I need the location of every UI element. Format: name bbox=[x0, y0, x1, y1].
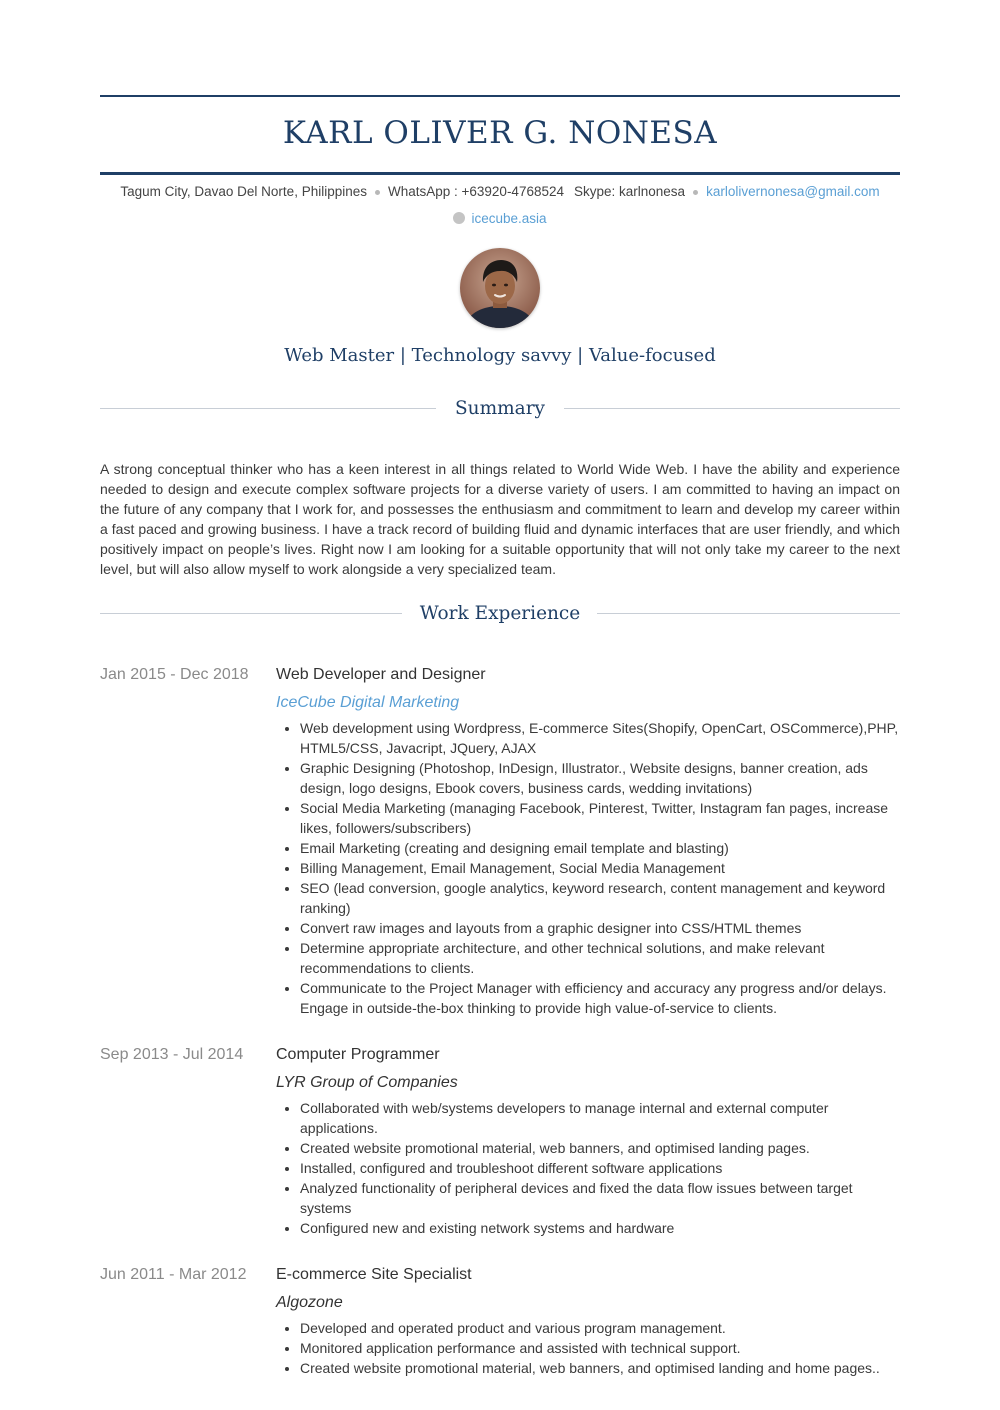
list-item: • Analyzed functionality of peripheral devices and fixed the data flow issues between target systems bbox=[300, 1178, 900, 1218]
separator-dot-icon bbox=[693, 190, 698, 195]
job-dates: Sep 2013 - Jul 2014 bbox=[100, 1046, 244, 1063]
contact-skype: Skype: karlnonesa bbox=[574, 184, 686, 199]
profile-photo bbox=[460, 248, 540, 328]
list-item: • Collaborated with web/systems developers to manage internal and external computer applications. bbox=[300, 1098, 900, 1138]
summary-section-header bbox=[100, 396, 900, 422]
header-bottom-rule bbox=[100, 172, 900, 175]
summary-heading: Summary bbox=[455, 398, 545, 419]
list-item: • Installed, configured and troubleshoot different software applications bbox=[300, 1158, 900, 1178]
company-link[interactable]: IceCube Digital Marketing bbox=[276, 694, 460, 711]
candidate-name: KARL OLIVER G. NONESA bbox=[282, 115, 718, 151]
list-item: • Configured new and existing network systems and hardware bbox=[300, 1218, 900, 1238]
job-title: Web Developer and Designer bbox=[276, 666, 486, 683]
job-bullets bbox=[276, 1098, 900, 1238]
job-bullets bbox=[276, 1318, 900, 1378]
summary-text: A strong conceptual thinker who has a keen interest in all things related to World Wide Web. I have the ability and experience needed to design and execute complex software projects for a diverse variety of users. I am committed to having an impact on the future of any company that I work for, and possesses the enthusiasm and commitment to learn and develop my career within a fast paced and growing business. I have a track record of building fluid and dynamic interfaces that are user friendly, and which positively impact on people’s lives. Right now I am looking for a suitable opportunity that will not only take my career to the next level, but will also allow myself to work alongside a very specialized team. bbox=[100, 461, 900, 577]
list-item: • Convert raw images and layouts from a graphic designer into CSS/HTML themes bbox=[300, 918, 900, 938]
company-name: Algozone bbox=[276, 1294, 343, 1311]
list-item: • Developed and operated product and various program management. bbox=[300, 1318, 900, 1338]
job-bullets bbox=[276, 718, 900, 1018]
globe-icon bbox=[453, 212, 465, 224]
list-item: • Created website promotional material, web banners, and optimised landing and home pages.. bbox=[300, 1358, 900, 1378]
list-item: • Email Marketing (creating and designing email template and blasting) bbox=[300, 838, 900, 858]
header-top-rule bbox=[100, 95, 900, 97]
list-item: • Communicate to the Project Manager with efficiency and accuracy any progress and/or delays. Engage in outside-the-box thinking to provide high value-of-service to clients. bbox=[300, 978, 900, 1018]
website-link[interactable]: icecube.asia bbox=[471, 211, 547, 226]
list-item: • Web development using Wordpress, E-commerce Sites(Shopify, OpenCart, OSCommerce),PHP, HTML5/CSS, Javacript, JQuery, AJAX bbox=[300, 718, 900, 758]
list-item: • Monitored application performance and assisted with technical support. bbox=[300, 1338, 900, 1358]
job-dates: Jun 2011 - Mar 2012 bbox=[100, 1266, 247, 1283]
job-title: Computer Programmer bbox=[276, 1046, 440, 1063]
contact-whatsapp: WhatsApp : +63920-4768524 bbox=[387, 184, 564, 199]
list-item: • SEO (lead conversion, google analytics, keyword research, content management and keyword ranking) bbox=[300, 878, 900, 918]
list-item: • Graphic Designing (Photoshop, InDesign, Illustrator., Website designs, banner creation, ads design, logo designs, Ebook covers, business cards, wedding invitations) bbox=[300, 758, 900, 798]
list-item: • Social Media Marketing (managing Facebook, Pinterest, Twitter, Instagram fan pages, increase likes, followers/subscribers) bbox=[300, 798, 900, 838]
avatar bbox=[460, 248, 540, 328]
website-line bbox=[100, 209, 900, 229]
company-name: LYR Group of Companies bbox=[276, 1074, 458, 1091]
list-item: • Determine appropriate architecture, and other technical solutions, and make relevant recommendations to clients. bbox=[300, 938, 900, 978]
work-experience-heading: Work Experience bbox=[419, 603, 581, 624]
email-link[interactable]: karlolivernonesa@gmail.com bbox=[706, 184, 880, 199]
list-item: • Created website promotional material, web banners, and optimised landing pages. bbox=[300, 1138, 900, 1158]
job-title: E-commerce Site Specialist bbox=[276, 1266, 472, 1283]
professional-headline: Web Master | Technology savvy | Value-focused bbox=[284, 345, 716, 366]
job-dates: Jan 2015 - Dec 2018 bbox=[100, 666, 249, 683]
list-item: • Billing Management, Email Management, Social Media Management bbox=[300, 858, 900, 878]
work-section-header bbox=[100, 601, 900, 627]
separator-dot-icon bbox=[375, 190, 380, 195]
contact-location: Tagum City, Davao Del Norte, Philippines bbox=[120, 184, 367, 199]
contact-line bbox=[100, 182, 900, 202]
